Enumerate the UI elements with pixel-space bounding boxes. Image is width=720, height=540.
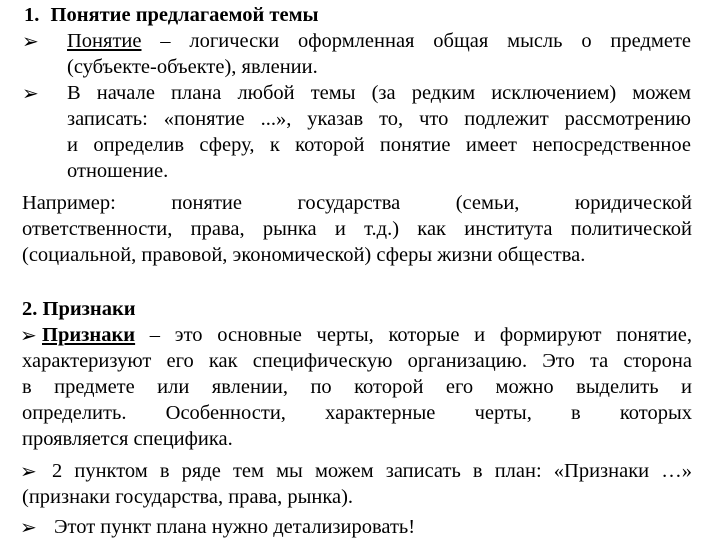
section1-heading-number: 1.: [24, 4, 40, 26]
section1-heading: [24, 2, 319, 28]
s2-bullet1-line2: характеризуют его как специфическую организацию. Это та сторона: [22, 350, 692, 372]
bullet1-line2: (субъекте-объекте), явлении.: [67, 56, 318, 78]
arrowhead-bullet-icon: ➢: [22, 81, 39, 105]
bullet1-text-line1: – логически оформленная общая мысль о предмете: [141, 30, 691, 52]
s2-bullet1-text-line1: – это основные черты, которые и формируют понятие,: [135, 324, 692, 346]
bullet2-line4: отношение.: [67, 160, 169, 182]
s2-bullet1-line4: определить. Особенности, характерные черты, в которых: [22, 402, 692, 424]
bullet2-line3: и определив сферу, к которой понятие имеет непосредственное: [67, 134, 691, 156]
example-line1: Например: понятие государства (семьи, юридической: [22, 192, 692, 214]
s2-bullet1-line3: в предмете или явлении, по которой его можно выделить и: [22, 376, 692, 398]
bullet1-line1: [67, 28, 691, 54]
s2-bullet3-line1: Этот пункт плана нужно детализировать!: [54, 516, 416, 538]
bullet1-term: Понятие: [67, 30, 142, 52]
example-line3: (социальной, правовой, экономической) сферы жизни общества.: [22, 244, 586, 266]
s2-bullet1-line5: проявляется специфика.: [22, 428, 233, 450]
s2-bullet1-term: Признаки: [42, 324, 136, 346]
s2-bullet2-line2: (признаки государства, права, рынка).: [22, 486, 354, 508]
section2-heading: 2. Признаки: [22, 298, 136, 320]
bullet2-line2: записать: «понятие ...», указав то, что подлежит рассмотрению: [67, 108, 691, 130]
arrowhead-bullet-icon: ➢: [20, 323, 37, 347]
arrowhead-bullet-icon: ➢: [22, 29, 39, 53]
example-line2: ответственности, права, рынка и т.д.) как института политической: [22, 218, 692, 240]
arrowhead-bullet-icon: ➢: [20, 459, 37, 483]
s2-bullet2-line1: 2 пунктом в ряде тем мы можем записать в план: «Признаки …»: [52, 460, 692, 482]
section1-heading-title: Понятие предлагаемой темы: [50, 4, 319, 26]
s2-bullet1-line1: [42, 322, 692, 348]
arrowhead-bullet-icon: ➢: [20, 515, 37, 539]
bullet2-line1: В начале плана любой темы (за редким исключением) можем: [67, 82, 691, 104]
